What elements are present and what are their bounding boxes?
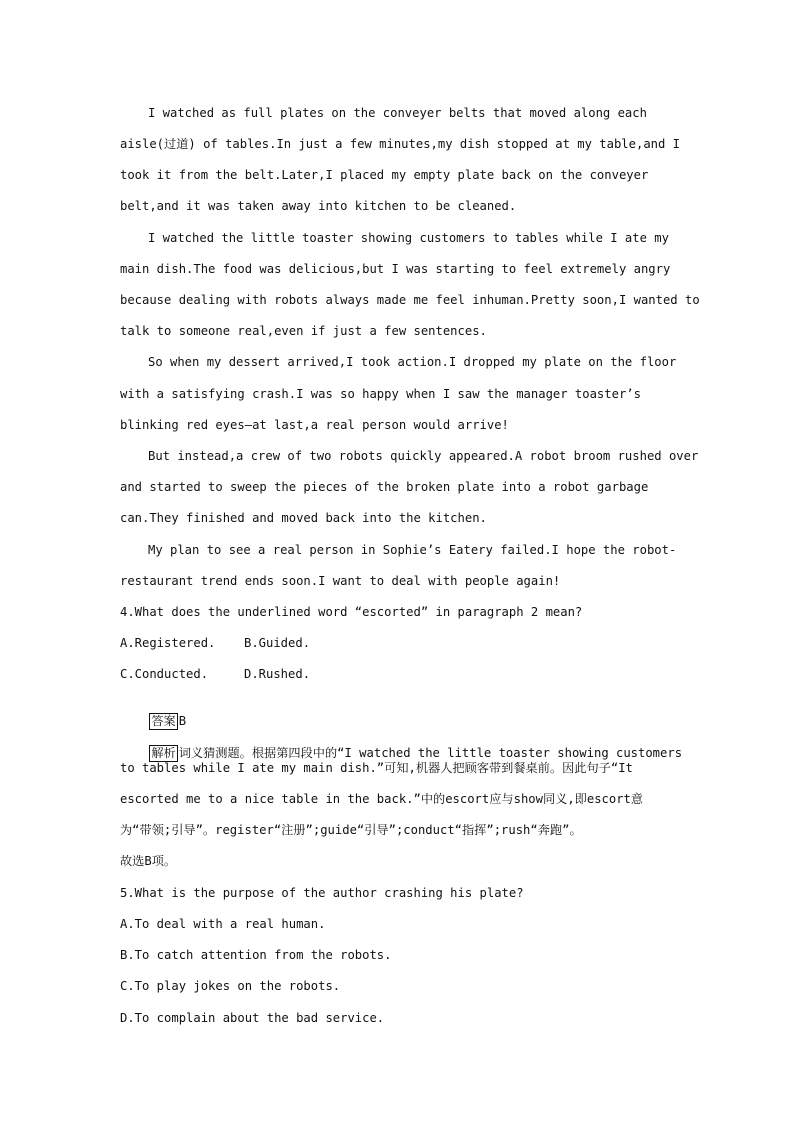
question-5-option-b: B.To catch attention from the robots. [120,948,392,962]
question-4-option-c: C.Conducted. [120,667,209,681]
paragraph-3-line-1: So when my dessert arrived,I took action.I dropped my plate on the floor [148,355,677,369]
analysis-line-3: escorted me to a nice table in the back.”中的escort应与show同义,即escort意 [120,792,644,806]
paragraph-4-line-3: can.They finished and moved back into the kitchen. [120,511,487,525]
paragraph-2-line-3: because dealing with robots always made me feel inhuman.Pretty soon,I wanted to [120,293,700,307]
question-4-option-a: A.Registered. [120,636,216,650]
paragraph-5-line-2: restaurant trend ends soon.I want to deal with people again! [120,574,561,588]
analysis-line-2: to tables while I ate my main dish.”可知,机器人把顾客带到餐桌前。因此句子“It [120,761,633,775]
question-5-option-d: D.To complain about the bad service. [120,1011,385,1025]
paragraph-3-line-2: with a satisfying crash.I was so happy when I saw the manager toaster’s [120,387,641,401]
paragraph-2-line-2: main dish.The food was delicious,but I was starting to feel extremely angry [120,262,671,276]
paragraph-2-line-4: talk to someone real,even if just a few sentences. [120,324,487,338]
paragraph-2-line-1: I watched the little toaster showing customers to tables while I ate my [148,231,669,245]
answer-label-box: 答案 [151,714,176,728]
question-5-stem: 5.What is the purpose of the author crashing his plate? [120,886,524,900]
analysis-line-1: 词义猜测题。根据第四段中的“I watched the little toaster showing customers [178,746,683,760]
analysis-label-box: 解析 [151,746,176,760]
paragraph-5-line-1: My plan to see a real person in Sophie’s Eatery failed.I hope the robot- [148,543,677,557]
paragraph-1-line-1: I watched as full plates on the conveyer belts that moved along each [148,106,647,120]
question-5-option-c: C.To play jokes on the robots. [120,979,341,993]
paragraph-1-line-4: belt,and it was taken away into kitchen to be cleaned. [120,199,517,213]
analysis-line-4: 为“带领;引导”。register“注册”;guide“引导”;conduct“指挥”;rush“奔跑”。 [120,823,582,837]
analysis-line-5: 故选B项。 [120,854,177,868]
question-4-stem: 4.What does the underlined word “escorted” in paragraph 2 mean? [120,605,583,619]
paragraph-4-line-1: But instead,a crew of two robots quickly appeared.A robot broom rushed over [148,449,699,463]
paragraph-1-line-3: took it from the belt.Later,I placed my empty plate back on the conveyer [120,168,649,182]
question-4-option-d: D.Rushed. [244,667,311,681]
question-4-option-b: B.Guided. [244,636,311,650]
question-5-option-a: A.To deal with a real human. [120,917,326,931]
paragraph-1-line-2: aisle(过道) of tables.In just a few minutes,my dish stopped at my table,and I [120,137,681,151]
paragraph-4-line-2: and started to sweep the pieces of the broken plate into a robot garbage [120,480,649,494]
paragraph-3-line-3: blinking red eyes—at last,a real person would arrive! [120,418,509,432]
answer-value: B [178,714,187,728]
